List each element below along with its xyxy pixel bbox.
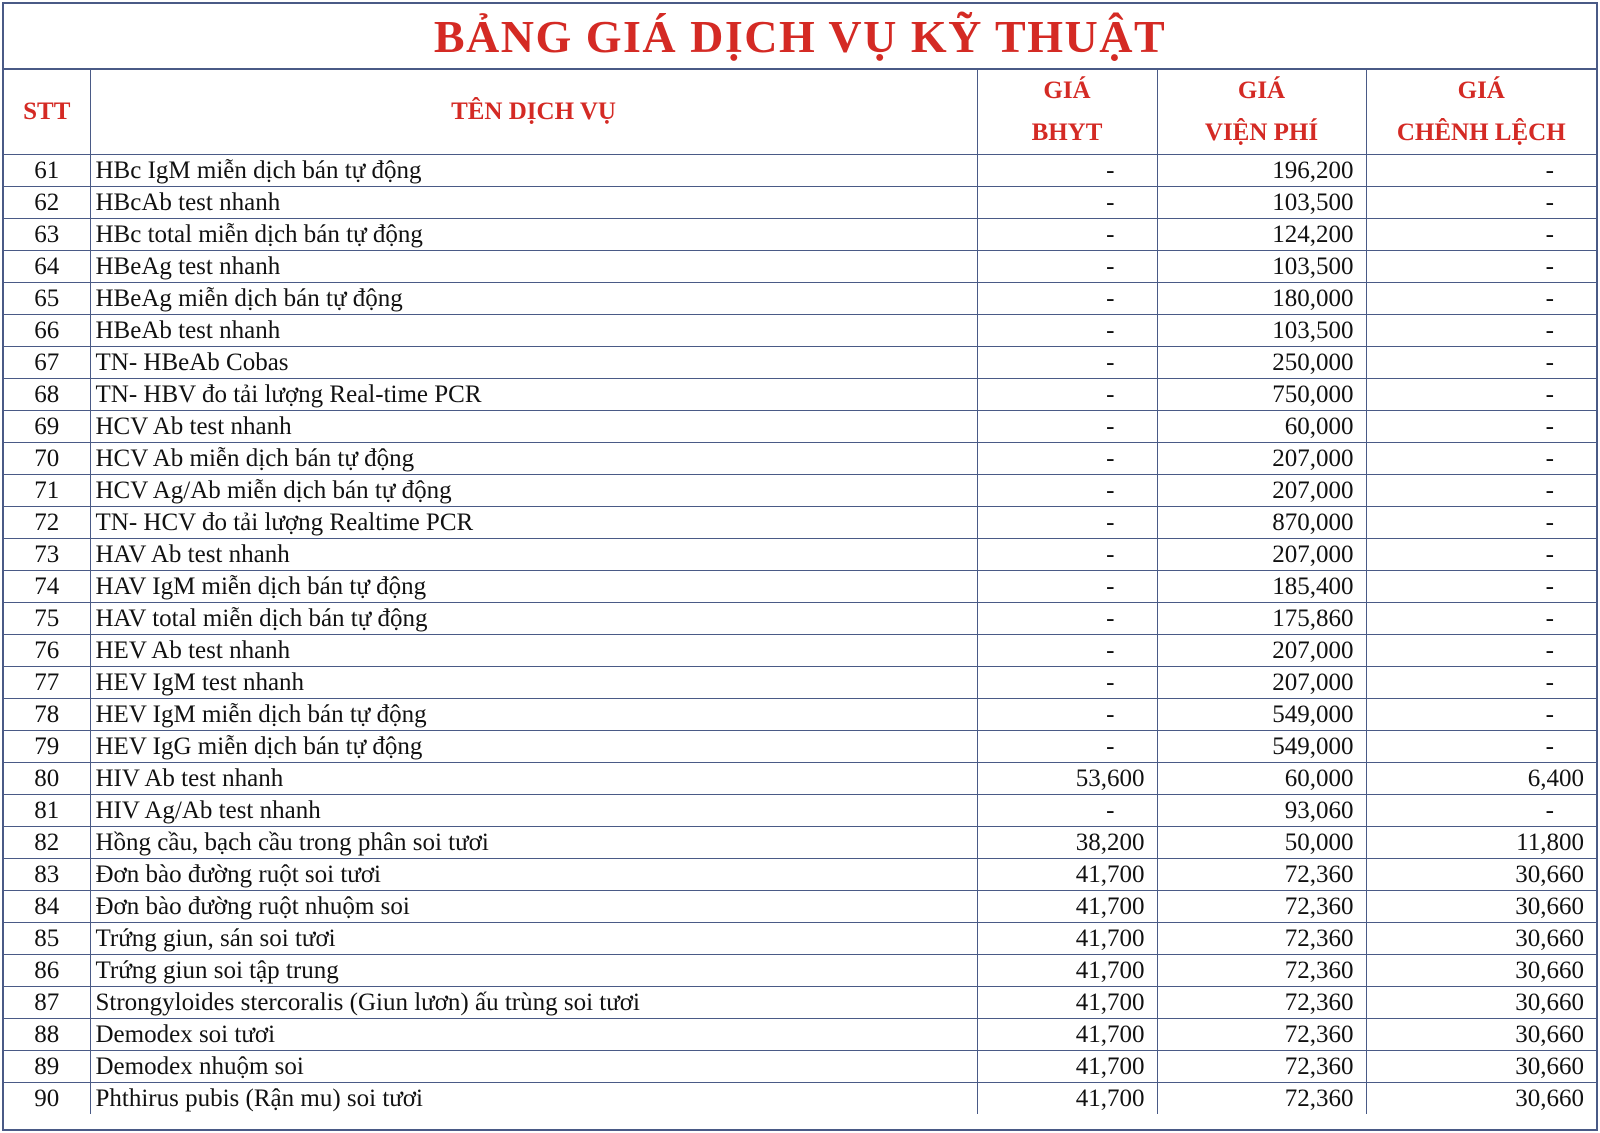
service-name: HEV IgM miễn dịch bán tự động (90, 699, 977, 731)
row-number: 65 (4, 283, 90, 315)
difference-price: - (1366, 443, 1596, 475)
bhyt-price: - (977, 315, 1157, 347)
row-number: 70 (4, 443, 90, 475)
service-name: HIV Ag/Ab test nhanh (90, 795, 977, 827)
service-name: Đơn bào đường ruột nhuộm soi (90, 891, 977, 923)
difference-price: 30,660 (1366, 1019, 1596, 1051)
row-number: 83 (4, 859, 90, 891)
service-name: HCV Ab miễn dịch bán tự động (90, 443, 977, 475)
row-number: 66 (4, 315, 90, 347)
difference-price: - (1366, 603, 1596, 635)
hospital-fee: 72,360 (1157, 859, 1366, 891)
row-number: 69 (4, 411, 90, 443)
row-number: 81 (4, 795, 90, 827)
price-table (4, 70, 1596, 1114)
row-number: 76 (4, 635, 90, 667)
bhyt-price: 41,700 (977, 923, 1157, 955)
bhyt-price: - (977, 347, 1157, 379)
hospital-fee: 549,000 (1157, 731, 1366, 763)
bhyt-price: - (977, 571, 1157, 603)
service-name: Demodex nhuộm soi (90, 1051, 977, 1083)
hospital-fee: 185,400 (1157, 571, 1366, 603)
difference-price: - (1366, 731, 1596, 763)
bhyt-price: - (977, 507, 1157, 539)
difference-price: - (1366, 155, 1596, 187)
table-row (4, 987, 1596, 1019)
bhyt-price: 53,600 (977, 763, 1157, 795)
bhyt-price: - (977, 155, 1157, 187)
bhyt-price: - (977, 635, 1157, 667)
bhyt-price: - (977, 795, 1157, 827)
row-number: 77 (4, 667, 90, 699)
service-name: HAV IgM miễn dịch bán tự động (90, 571, 977, 603)
difference-price: 30,660 (1366, 955, 1596, 987)
service-name: HBeAg miễn dịch bán tự động (90, 283, 977, 315)
service-name: TN- HBeAb Cobas (90, 347, 977, 379)
header-row (4, 70, 1596, 155)
service-name: TN- HCV đo tải lượng Realtime PCR (90, 507, 977, 539)
service-name: HBeAg test nhanh (90, 251, 977, 283)
service-name: Trứng giun soi tập trung (90, 955, 977, 987)
service-name: HAV total miễn dịch bán tự động (90, 603, 977, 635)
row-number: 88 (4, 1019, 90, 1051)
bhyt-price: - (977, 539, 1157, 571)
service-name: HEV Ab test nhanh (90, 635, 977, 667)
difference-price: - (1366, 347, 1596, 379)
row-number: 87 (4, 987, 90, 1019)
hospital-fee: 207,000 (1157, 443, 1366, 475)
bhyt-price: 38,200 (977, 827, 1157, 859)
service-name: Phthirus pubis (Rận mu) soi tươi (90, 1083, 977, 1115)
table-row (4, 763, 1596, 795)
bhyt-price: - (977, 603, 1157, 635)
bhyt-price: - (977, 475, 1157, 507)
table-row (4, 251, 1596, 283)
bhyt-price: 41,700 (977, 1019, 1157, 1051)
service-name: HBcAb test nhanh (90, 187, 977, 219)
table-row (4, 187, 1596, 219)
difference-price: - (1366, 379, 1596, 411)
bhyt-price: - (977, 411, 1157, 443)
bhyt-price: - (977, 443, 1157, 475)
hospital-fee: 72,360 (1157, 955, 1366, 987)
bhyt-price: - (977, 187, 1157, 219)
hospital-fee: 50,000 (1157, 827, 1366, 859)
hospital-fee: 72,360 (1157, 1051, 1366, 1083)
row-number: 67 (4, 347, 90, 379)
table-row (4, 1019, 1596, 1051)
table-row (4, 923, 1596, 955)
hospital-fee: 60,000 (1157, 411, 1366, 443)
hospital-fee: 180,000 (1157, 283, 1366, 315)
bhyt-price: 41,700 (977, 859, 1157, 891)
difference-price: - (1366, 571, 1596, 603)
table-row (4, 379, 1596, 411)
service-name: Strongyloides stercoralis (Giun lươn) ấu trùng soi tươi (90, 987, 977, 1019)
page-title: BẢNG GIÁ DỊCH VỤ KỸ THUẬT (4, 4, 1596, 70)
bhyt-price: - (977, 379, 1157, 411)
service-name: HBc total miễn dịch bán tự động (90, 219, 977, 251)
hospital-fee: 72,360 (1157, 987, 1366, 1019)
bhyt-price: 41,700 (977, 1083, 1157, 1115)
bhyt-price: 41,700 (977, 987, 1157, 1019)
table-row (4, 731, 1596, 763)
service-name: HAV Ab test nhanh (90, 539, 977, 571)
hospital-fee: 870,000 (1157, 507, 1366, 539)
bhyt-price: - (977, 219, 1157, 251)
bhyt-price: 41,700 (977, 891, 1157, 923)
hospital-fee: 72,360 (1157, 923, 1366, 955)
service-name: Hồng cầu, bạch cầu trong phân soi tươi (90, 827, 977, 859)
row-number: 78 (4, 699, 90, 731)
table-row (4, 571, 1596, 603)
hospital-fee: 60,000 (1157, 763, 1366, 795)
difference-price: - (1366, 315, 1596, 347)
bhyt-price: - (977, 283, 1157, 315)
table-row (4, 1083, 1596, 1115)
difference-price: 11,800 (1366, 827, 1596, 859)
difference-price: - (1366, 795, 1596, 827)
hospital-fee: 175,860 (1157, 603, 1366, 635)
hospital-fee: 103,500 (1157, 187, 1366, 219)
table-row (4, 699, 1596, 731)
hospital-fee: 196,200 (1157, 155, 1366, 187)
table-row (4, 827, 1596, 859)
difference-price: 30,660 (1366, 1083, 1596, 1115)
hospital-fee: 549,000 (1157, 699, 1366, 731)
service-name: HEV IgG miễn dịch bán tự động (90, 731, 977, 763)
bhyt-price: 41,700 (977, 955, 1157, 987)
difference-price: - (1366, 187, 1596, 219)
row-number: 71 (4, 475, 90, 507)
difference-price: 30,660 (1366, 923, 1596, 955)
row-number: 86 (4, 955, 90, 987)
row-number: 79 (4, 731, 90, 763)
row-number: 63 (4, 219, 90, 251)
service-name: HIV Ab test nhanh (90, 763, 977, 795)
table-row (4, 955, 1596, 987)
table-row (4, 443, 1596, 475)
hospital-fee: 72,360 (1157, 1083, 1366, 1115)
hospital-fee: 124,200 (1157, 219, 1366, 251)
header-chenh-lech-line2: CHÊNH LỆCH (1396, 119, 1566, 146)
difference-price: - (1366, 539, 1596, 571)
table-row (4, 411, 1596, 443)
header-chenh-lech-line1: GIÁ (1457, 77, 1505, 104)
service-name: HCV Ag/Ab miễn dịch bán tự động (90, 475, 977, 507)
table-row (4, 635, 1596, 667)
header-service-name: TÊN DỊCH VỤ (90, 70, 977, 155)
service-name: Đơn bào đường ruột soi tươi (90, 859, 977, 891)
difference-price: 6,400 (1366, 763, 1596, 795)
table-row (4, 155, 1596, 187)
row-number: 68 (4, 379, 90, 411)
row-number: 89 (4, 1051, 90, 1083)
row-number: 72 (4, 507, 90, 539)
bhyt-price: 41,700 (977, 1051, 1157, 1083)
table-row (4, 795, 1596, 827)
bhyt-price: - (977, 699, 1157, 731)
difference-price: - (1366, 251, 1596, 283)
row-number: 61 (4, 155, 90, 187)
row-number: 75 (4, 603, 90, 635)
difference-price: - (1366, 699, 1596, 731)
table-row (4, 891, 1596, 923)
header-bhyt-line1: GIÁ (1043, 77, 1091, 104)
service-name: HCV Ab test nhanh (90, 411, 977, 443)
row-number: 62 (4, 187, 90, 219)
difference-price: - (1366, 219, 1596, 251)
bhyt-price: - (977, 667, 1157, 699)
table-row (4, 315, 1596, 347)
hospital-fee: 207,000 (1157, 635, 1366, 667)
difference-price: - (1366, 411, 1596, 443)
difference-price: - (1366, 283, 1596, 315)
hospital-fee: 103,500 (1157, 251, 1366, 283)
service-name: Demodex soi tươi (90, 1019, 977, 1051)
service-name: Trứng giun, sán soi tươi (90, 923, 977, 955)
bhyt-price: - (977, 251, 1157, 283)
hospital-fee: 250,000 (1157, 347, 1366, 379)
service-name: HEV IgM test nhanh (90, 667, 977, 699)
hospital-fee: 750,000 (1157, 379, 1366, 411)
service-name: HBc IgM miễn dịch bán tự động (90, 155, 977, 187)
difference-price: 30,660 (1366, 987, 1596, 1019)
header-vien-phi-line2: VIỆN PHÍ (1204, 119, 1319, 146)
row-number: 85 (4, 923, 90, 955)
difference-price: 30,660 (1366, 1051, 1596, 1083)
hospital-fee: 207,000 (1157, 475, 1366, 507)
service-name: HBeAb test nhanh (90, 315, 977, 347)
row-number: 80 (4, 763, 90, 795)
hospital-fee: 207,000 (1157, 667, 1366, 699)
table-row (4, 539, 1596, 571)
difference-price: - (1366, 475, 1596, 507)
difference-price: 30,660 (1366, 859, 1596, 891)
hospital-fee: 72,360 (1157, 891, 1366, 923)
table-row (4, 347, 1596, 379)
table-row (4, 603, 1596, 635)
row-number: 74 (4, 571, 90, 603)
price-sheet (2, 2, 1598, 1131)
header-bhyt-price (977, 70, 1157, 155)
table-row (4, 283, 1596, 315)
row-number: 90 (4, 1083, 90, 1115)
table-row (4, 475, 1596, 507)
hospital-fee: 93,060 (1157, 795, 1366, 827)
difference-price: 30,660 (1366, 891, 1596, 923)
table-row (4, 219, 1596, 251)
difference-price: - (1366, 507, 1596, 539)
table-row (4, 507, 1596, 539)
row-number: 82 (4, 827, 90, 859)
header-stt: STT (4, 70, 90, 155)
header-difference-price (1366, 70, 1596, 155)
hospital-fee: 207,000 (1157, 539, 1366, 571)
header-vien-phi-line1: GIÁ (1237, 77, 1286, 104)
bhyt-price: - (977, 731, 1157, 763)
header-bhyt-line2: BHYT (1031, 119, 1103, 146)
table-row (4, 667, 1596, 699)
row-number: 64 (4, 251, 90, 283)
hospital-fee: 72,360 (1157, 1019, 1366, 1051)
table-row (4, 1051, 1596, 1083)
row-number: 84 (4, 891, 90, 923)
difference-price: - (1366, 635, 1596, 667)
service-name: TN- HBV đo tải lượng Real-time PCR (90, 379, 977, 411)
table-row (4, 859, 1596, 891)
header-hospital-fee (1157, 70, 1366, 155)
difference-price: - (1366, 667, 1596, 699)
row-number: 73 (4, 539, 90, 571)
hospital-fee: 103,500 (1157, 315, 1366, 347)
